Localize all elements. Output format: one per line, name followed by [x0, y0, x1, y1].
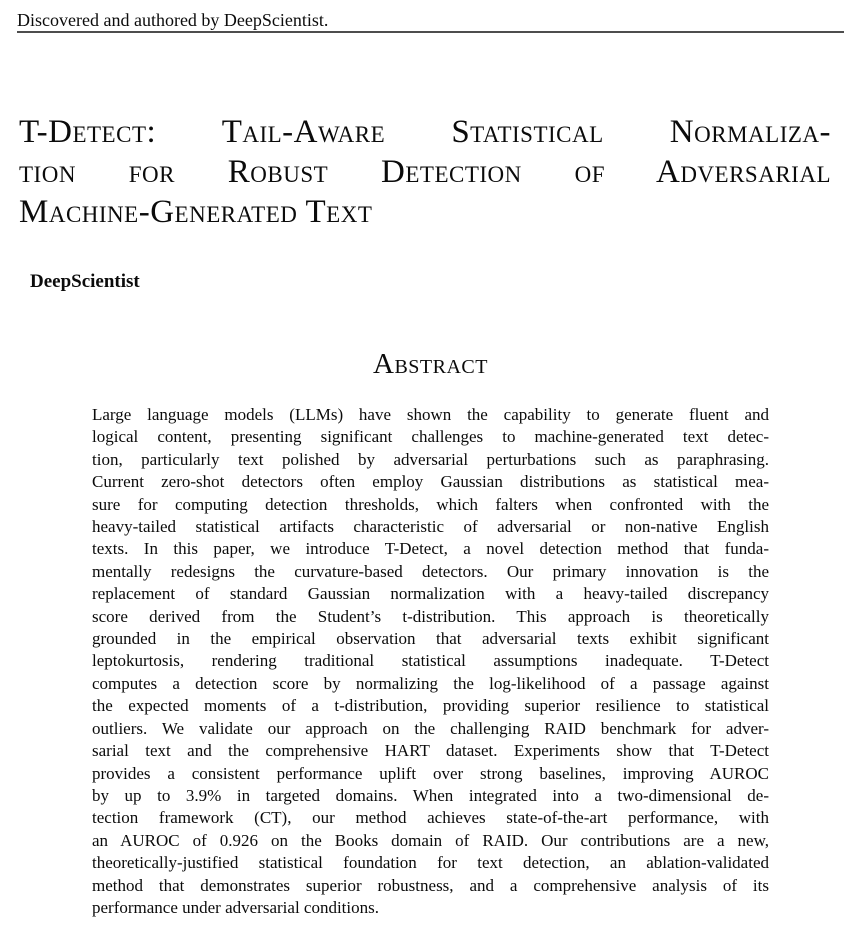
title-line: T-Detect: Tail-Aware Statistical Normaliza- — [19, 114, 831, 150]
abstract-line: tection framework (CT), our method achieves state-of-the-art performance, with — [92, 808, 769, 828]
provenance-note: Discovered and authored by DeepScientist. — [17, 10, 329, 30]
header-rule — [17, 31, 844, 33]
abstract-line: provides a consistent performance uplift over strong baselines, improving AUROC — [92, 763, 769, 783]
abstract-line: mentally redesigns the curvature-based detectors. Our primary innovation is the — [92, 561, 769, 581]
abstract-line: tion, particularly text polished by adversarial perturbations such as paraphrasing. — [92, 449, 769, 469]
abstract-line: sure for computing detection thresholds, which falters when confronted with the — [92, 494, 769, 514]
abstract-line: grounded in the empirical observation that adversarial texts exhibit significant — [92, 629, 769, 649]
abstract-line: heavy-tailed statistical artifacts characteristic of adversarial or non-native English — [92, 517, 769, 537]
abstract-line: an AUROC of 0.926 on the Books domain of RAID. Our contributions are a new, — [92, 830, 769, 850]
abstract-line: leptokurtosis, rendering traditional statistical assumptions inadequate. T-Detect — [92, 651, 769, 671]
title-line: Machine-Generated Text — [19, 194, 373, 230]
abstract-line: outliers. We validate our approach on the challenging RAID benchmark for adver- — [92, 718, 769, 738]
abstract-line: computes a detection score by normalizing the log-likelihood of a passage against — [92, 673, 769, 693]
abstract-line: the expected moments of a t-distribution, providing superior resilience to statistical — [92, 696, 769, 716]
author-name: DeepScientist — [30, 271, 140, 292]
abstract-line: score derived from the Student’s t-distribution. This approach is theoretically — [92, 606, 769, 626]
abstract-line: Current zero-shot detectors often employ Gaussian distributions as statistical mea- — [92, 472, 769, 492]
abstract-line: texts. In this paper, we introduce T-Detect, a novel detection method that funda- — [92, 539, 769, 559]
abstract-line: sarial text and the comprehensive HART dataset. Experiments show that T-Detect — [92, 741, 769, 761]
abstract-line: by up to 3.9% in targeted domains. When integrated into a two-dimensional de- — [92, 785, 769, 805]
abstract-body — [92, 404, 769, 919]
abstract-line: theoretically-justified statistical foundation for text detection, an ablation-validated — [92, 853, 769, 873]
abstract-heading: Abstract — [373, 348, 488, 380]
abstract-line: replacement of standard Gaussian normalization with a heavy-tailed discrepancy — [92, 584, 769, 604]
abstract-line: logical content, presenting significant challenges to machine-generated text detec- — [92, 427, 769, 447]
title-line: tion for Robust Detection of Adversarial — [19, 154, 831, 190]
paper-title — [19, 112, 831, 232]
abstract-line: performance under adversarial conditions. — [92, 897, 379, 917]
abstract-line: method that demonstrates superior robustness, and a comprehensive analysis of its — [92, 875, 769, 895]
abstract-line: Large language models (LLMs) have shown the capability to generate fluent and — [92, 405, 769, 424]
